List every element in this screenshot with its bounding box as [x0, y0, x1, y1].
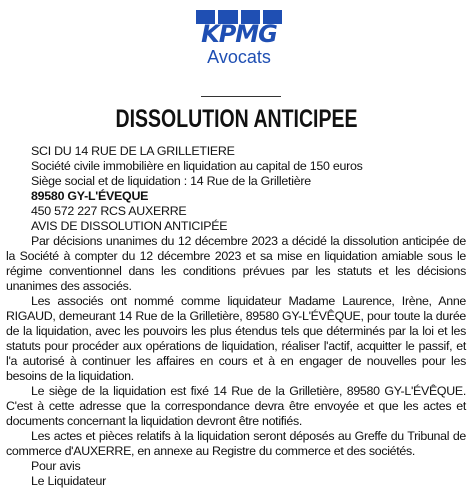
closing-signatory: Le Liquidateur — [31, 474, 107, 488]
paragraph-seat: Le siège de la liquidation est fixé 14 Rue de la Grilletière, 89580 GY-L'ÉVÊQUE. C'est à cette adresse que la correspondance devra être envoyée et que les actes et documents concernant la liquidation devront être notifiés. — [6, 384, 466, 428]
notice-title: DISSOLUTION ANTICIPEE — [115, 105, 358, 133]
notice-body — [6, 144, 466, 489]
closing-pour-avis: Pour avis — [31, 459, 81, 473]
logo-subtitle: Avocats — [207, 47, 271, 67]
paragraph-liquidator: Les associés ont nommé comme liquidateur Madame Laurence, Irène, Anne RIGAUD, demeurant 14 Rue de la Grilletière, 89580 GY-L'ÉVÊQUE, pour toute la durée de la liquidation, avec les pouvoirs les plus étendus tels que déterminés par la loi et les statuts pour procéder aux opérations de liquidation, réaliser l'actif, acquitter le passif, et l'a autorisé à continuer les affaires en cours et à en engager de nouvelles pour les besoins de la liquidation. — [6, 294, 466, 383]
kpmg-avocats-logo — [196, 10, 282, 68]
postal-city: 89580 GY-L'ÉVEQUE — [31, 189, 149, 203]
rcs-number: 450 572 227 RCS AUXERRE — [31, 204, 187, 218]
title-divider — [201, 96, 281, 97]
registered-office: Siège social et de liquidation : 14 Rue de la Grilletière — [31, 174, 311, 188]
paragraph-decision: Par décisions unanimes du 12 décembre 2023 a décidé la dissolution anticipée de la Société à compter du 12 décembre 2023 et sa mise en liquidation amiable sous le régime conventionnel dans les conditions prévues par les statuts et les décisions unanimes des associés. — [6, 234, 466, 293]
company-form: Société civile immobilière en liquidation au capital de 150 euros — [31, 159, 363, 173]
paragraph-filing: Les actes et pièces relatifs à la liquidation seront déposés au Greffe du Tribunal de commerce d'AUXERRE, en annexe au Registre du commerce et des sociétés. — [6, 429, 466, 458]
notice-type: AVIS DE DISSOLUTION ANTICIPÉE — [31, 219, 228, 233]
logo-brand: KPMG — [201, 20, 277, 48]
company-name: SCI DU 14 RUE DE LA GRILLETIERE — [31, 144, 235, 158]
